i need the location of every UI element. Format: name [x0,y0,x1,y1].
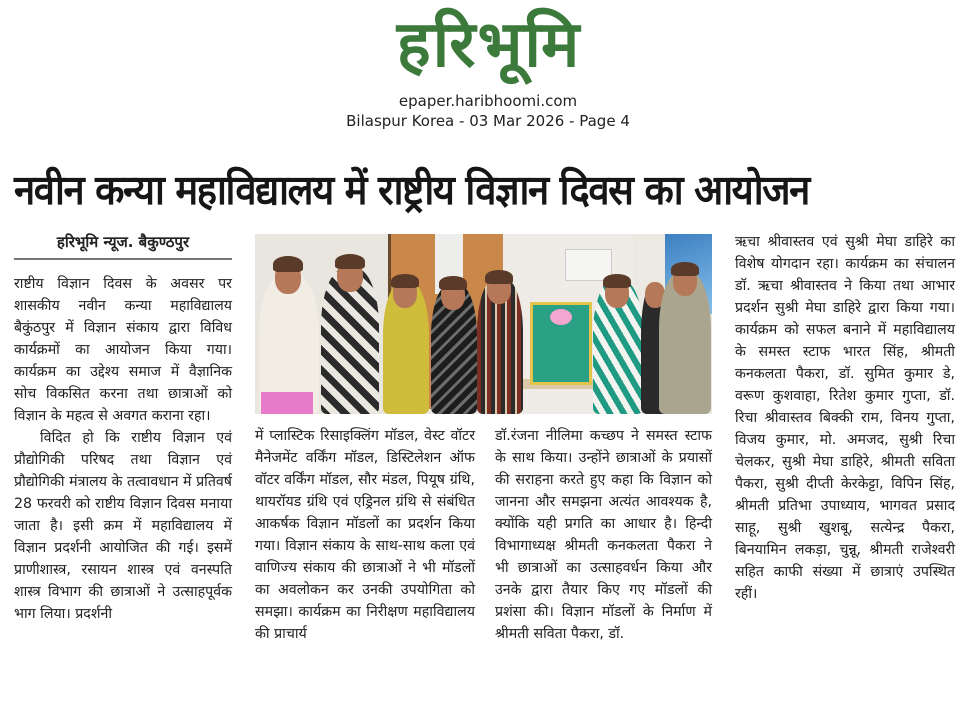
article-photo[interactable] [255,234,712,414]
newspaper-logo[interactable]: हरिभूमि [396,8,582,82]
article-column-3 [495,425,712,723]
paragraph: में प्लास्टिक रिसाइक्लिंग मॉडल, वेस्ट वॉटर मैनेजमेंट वर्किंग मॉडल, डिस्टिलेशन ऑफ वॉटर वर्किंग मॉडल, सौर मंडल, पियूष ग्रंथि, थायरॉयड ग्रंथि एवं एड्रिनल ग्रंथि से संबंधित आकर्षक विज्ञान मॉडलों का प्रदर्शन किया गया। विज्ञान संकाय के साथ-साथ कला एवं वाणिज्य संकाय की छात्राओं ने भी मॉडलों का अवलोकन कर उनकी उपयोगिता को समझा। कार्यक्रम का निरीक्षण महाविद्यालय की प्राचार्य [255,428,475,642]
edition-info: Bilaspur Korea - 03 Mar 2026 - Page 4 [346,112,630,130]
article-headline: नवीन कन्या महाविद्यालय में राष्ट्रीय विज्ञान दिवस का आयोजन [14,166,809,214]
article-byline: हरिभूमि न्यूज. बैकुण्ठपुर [56,233,190,251]
paragraph: डॉ.रंजना नीलिमा कच्छप ने समस्त स्टाफ के साथ किया। उन्होंने छात्राओं के प्रयासों की सराहना करते हुए कहा कि विज्ञान को जानना और समझना अत्यंत आवश्यक है, क्योंकि यही प्रगति का आधार है। हिन्दी विभागाध्यक्ष श्रीमती कनकलता पैकरा ने भी छात्राओं का उत्साहवर्धन किया और उनके द्वारा तैयार किए गए मॉडलों की प्रशंसा की। विज्ञान मॉडलों के निर्माण में श्रीमती सविता पैकरा, डॉ. [495,428,712,642]
article-column-4 [735,231,955,723]
paragraph: विदित हो कि राष्टीय विज्ञान एवं प्रौद्योगिकी परिषद तथा विज्ञान एवं प्रौद्योगिकी मंत्रालय के तत्वावधान में प्रतिवर्ष 28 फरवरी को राष्टीय विज्ञान दिवस मनाया जाता है। इसी क्रम में महाविद्यालय में विज्ञान प्रदर्शनी आयोजित की गई। इसमें प्राणीशास्त्र, रसायन शास्त्र एवं वनस्पति शास्त्र विभाग की छात्राओं ने उत्साहपूर्वक भाग लिया। प्रदर्शनी [14,430,232,622]
paragraph: राष्टीय विज्ञान दिवस के अवसर पर शासकीय नवीन कन्या महाविद्यालय बैकुंठपुर में विज्ञान संकाय द्वारा विविध कार्यक्रमों का आयोजन किया गया। कार्यक्रम का उद्देश्य समाज में वैज्ञानिक सोच विकसित करना तथा छात्राओं को विज्ञान के महत्व से अवगत कराना रहा। [14,276,232,424]
byline-divider [14,258,232,260]
article-column-1 [14,273,232,723]
paragraph: ऋचा श्रीवास्तव एवं सुश्री मेघा डाहिरे का विशेष योगदान रहा। कार्यक्रम का संचालन डॉ. ऋचा श्रीवास्तव ने किया तथा आभार प्रदर्शन सुश्री मेघा डाहिरे द्वारा किया गया। कार्यक्रम को सफल बनाने में महाविद्यालय के समस्त स्टाफ भारत सिंह, श्रीमती कनकलता पैकरा, डॉ. सुमित कुमार डे, वरूण कुशवाहा, रितेश कुमार गुप्ता, डॉ. रिचा श्रीवास्तव बिक्की राम, विनय गुप्ता, विजय कुमार, मो. अमजद, सुश्री रिचा चेलकर, सुश्री मेघा डाहिरे, श्रीमती सविता पैकरा, सुश्री दीप्ती केरकेट्टा, विपिन सिंह, श्रीमती प्रतिभा उपाध्याय, भागवत प्रसाद साहू, सुश्री खुशबू, सत्येन्द्र पैकरा, बिनयामिन लकड़ा, चुन्नू, श्रीमती राजेश्वरी सहित काफी संख्या में छात्राएं उपस्थित रहीं। [735,234,955,602]
science-model-chart [530,302,592,385]
site-url[interactable]: epaper.haribhoomi.com [398,92,578,110]
article-column-2 [255,425,475,723]
